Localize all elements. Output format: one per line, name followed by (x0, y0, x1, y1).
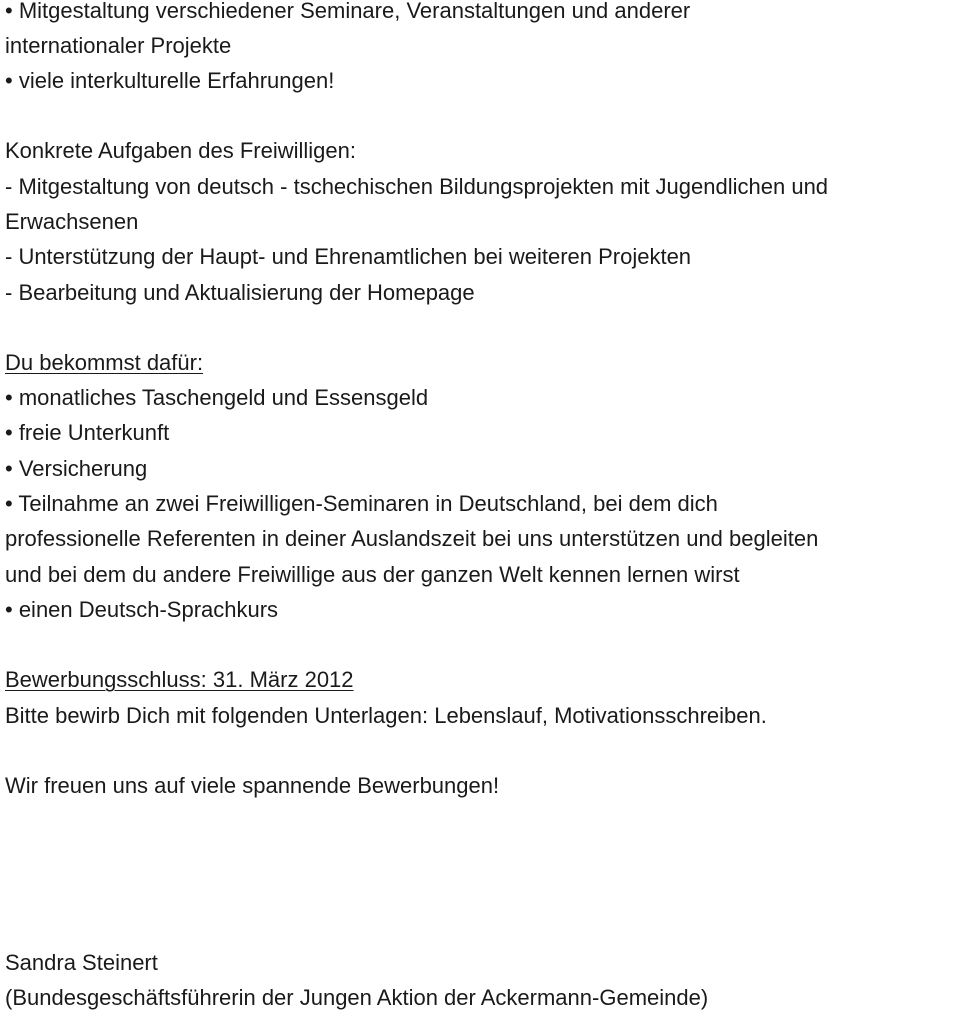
list-item: • einen Deutsch-Sprachkurs (5, 597, 279, 622)
list-item: • Versicherung (5, 456, 148, 481)
signature-name: Sandra Steinert (5, 950, 158, 975)
list-item: • monatliches Taschengeld und Essensgeld (5, 385, 429, 410)
list-item: - Mitgestaltung von deutsch - tschechischen Bildungsprojekten mit Jugendlichen und (5, 174, 829, 199)
list-item-continuation: und bei dem du andere Freiwillige aus der ganzen Welt kennen lernen wirst (5, 562, 740, 587)
list-item: - Bearbeitung und Aktualisierung der Homepage (5, 280, 475, 305)
benefits-heading: Du bekommst dafür: (5, 350, 204, 375)
list-item-continuation: internationaler Projekte (5, 33, 232, 58)
application-documents: Bitte bewirb Dich mit folgenden Unterlagen: Lebenslauf, Motivationsschreiben. (5, 703, 767, 728)
list-item-continuation: Erwachsenen (5, 209, 139, 234)
signature-role: (Bundesgeschäftsführerin der Jungen Aktion der Ackermann-Gemeinde) (5, 985, 709, 1010)
list-item: • viele interkulturelle Erfahrungen! (5, 68, 335, 93)
list-item-continuation: professionelle Referenten in deiner Auslandszeit bei uns unterstützen und begleiten (5, 526, 819, 551)
list-item: - Unterstützung der Haupt- und Ehrenamtlichen bei weiteren Projekten (5, 244, 692, 269)
closing-line: Wir freuen uns auf viele spannende Bewerbungen! (5, 773, 500, 798)
list-item: • Mitgestaltung verschiedener Seminare, Veranstaltungen und anderer (5, 0, 691, 23)
application-deadline: Bewerbungsschluss: 31. März 2012 (5, 667, 354, 692)
list-item: • Teilnahme an zwei Freiwilligen-Seminaren in Deutschland, bei dem dich (5, 491, 718, 516)
tasks-heading: Konkrete Aufgaben des Freiwilligen: (5, 138, 356, 163)
list-item: • freie Unterkunft (5, 420, 170, 445)
